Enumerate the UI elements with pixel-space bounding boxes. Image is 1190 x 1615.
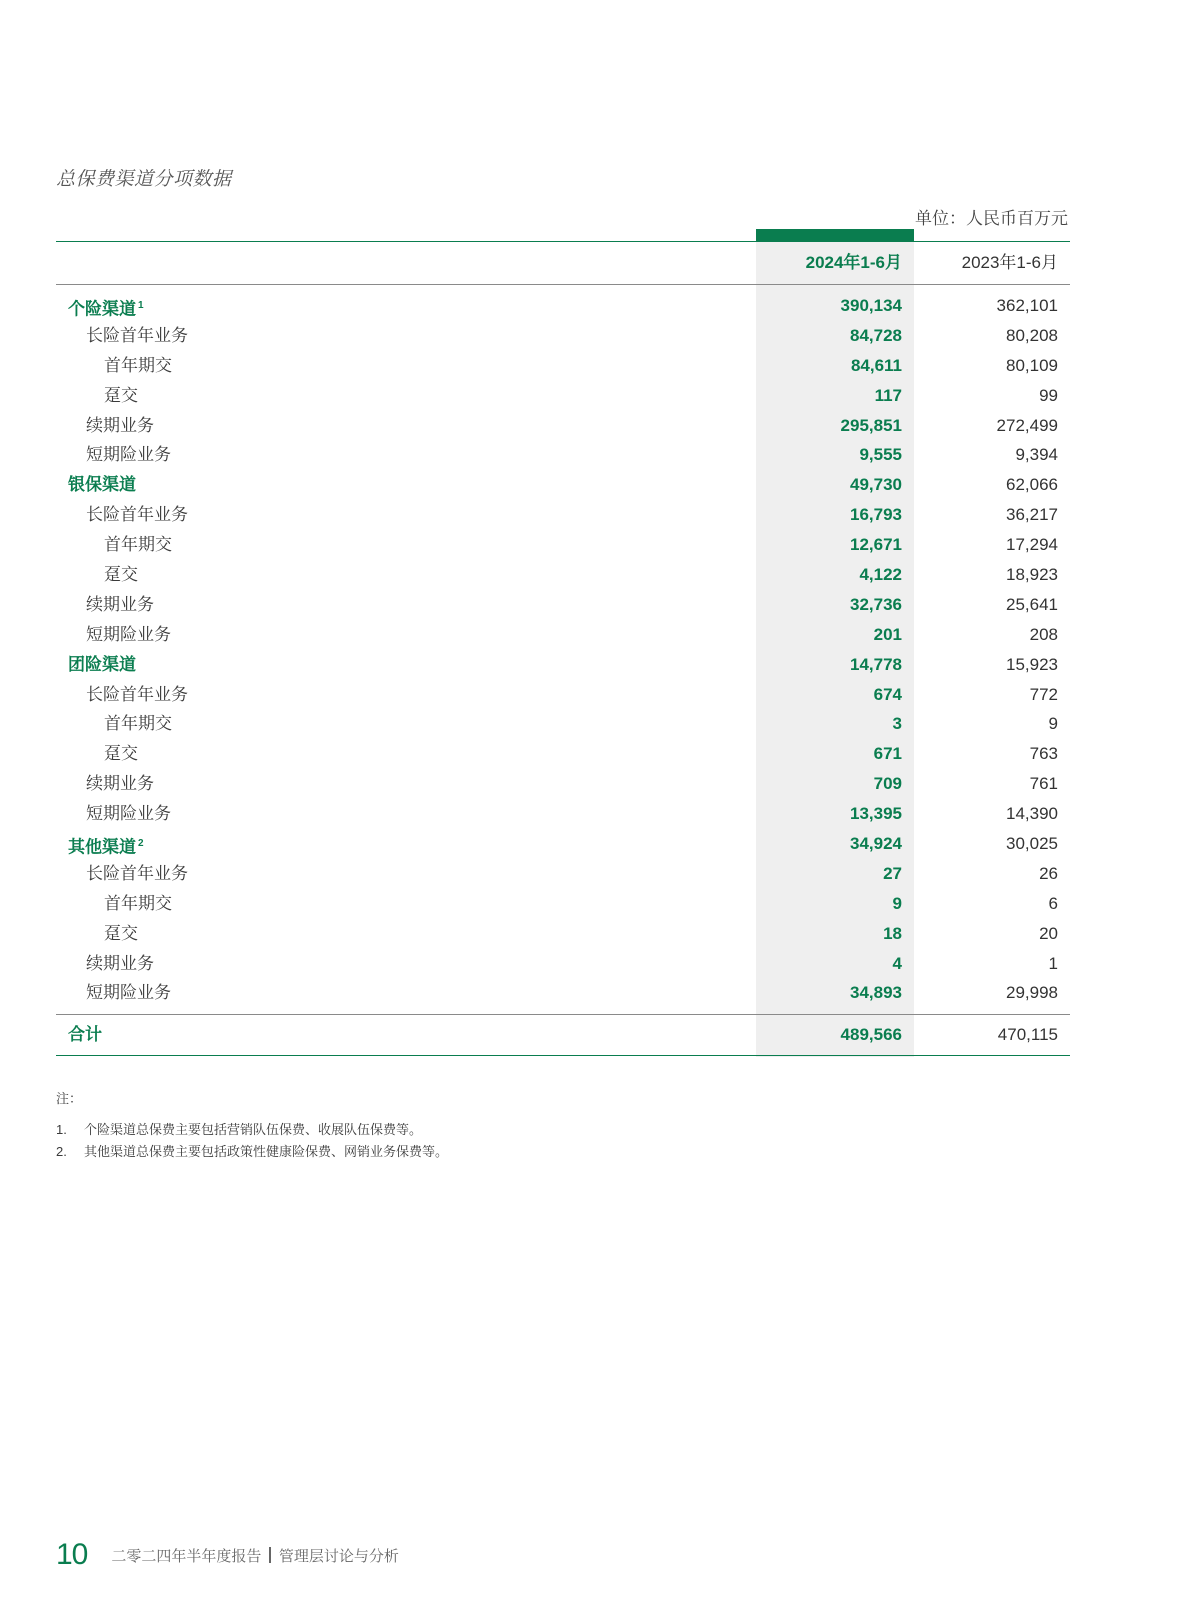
- premium-channel-table: [56, 241, 1070, 1056]
- row-current-value: 9,555: [859, 445, 902, 465]
- row-label: 首年期交: [104, 714, 172, 734]
- row-label: 首年期交: [104, 893, 172, 913]
- row-label: 其他渠道 $^2$: [68, 837, 144, 857]
- table-row: [56, 799, 1070, 829]
- total-current-value: 489,566: [840, 1025, 902, 1045]
- row-current-value: 14,778: [850, 654, 902, 674]
- row-current-value: 295,851: [840, 415, 902, 435]
- table-row: [56, 859, 1070, 889]
- table-row: [56, 351, 1070, 381]
- table-row: [56, 530, 1070, 560]
- table-row: [56, 769, 1070, 799]
- row-label: 长险首年业务: [86, 863, 188, 883]
- row-label: 续期业务: [86, 415, 154, 435]
- note-number: 2.: [56, 1144, 67, 1159]
- table-row: [56, 709, 1070, 739]
- table-row: [56, 500, 1070, 530]
- row-current-value: 3: [892, 714, 902, 734]
- section-title: 总保费渠道分项数据: [56, 169, 232, 190]
- row-previous-value: 272,499: [996, 415, 1058, 435]
- total-label: 合计: [68, 1025, 102, 1045]
- row-current-value: 32,736: [850, 594, 902, 614]
- row-current-value: 34,924: [850, 834, 902, 854]
- row-label: 首年期交: [104, 355, 172, 375]
- row-previous-value: 9: [1048, 714, 1058, 734]
- row-previous-value: 6: [1048, 893, 1058, 913]
- row-label: 趸交: [104, 923, 138, 943]
- row-label: 短期险业务: [86, 445, 171, 465]
- row-current-value: 671: [873, 744, 902, 764]
- footer-separator: [269, 1547, 271, 1563]
- row-current-value: 674: [873, 684, 902, 704]
- row-previous-value: 763: [1029, 744, 1058, 764]
- table-row: [56, 919, 1070, 949]
- note-item: [56, 1141, 448, 1163]
- row-label: 银保渠道: [68, 475, 136, 495]
- row-current-value: 12,671: [850, 535, 902, 555]
- table-row: [56, 949, 1070, 979]
- row-previous-value: 36,217: [1006, 505, 1058, 525]
- table-header-row: [56, 242, 1070, 285]
- row-label: 长险首年业务: [86, 325, 188, 345]
- table-row: [56, 739, 1070, 769]
- table-row: [56, 978, 1070, 1008]
- table-row: [56, 889, 1070, 919]
- row-previous-value: 772: [1029, 684, 1058, 704]
- total-previous-value: 470,115: [997, 1025, 1058, 1045]
- footer-report-title: 二零二四年半年度报告: [111, 1547, 262, 1565]
- row-previous-value: 14,390: [1006, 804, 1058, 824]
- table-body: [56, 285, 1070, 1008]
- row-label: 趸交: [104, 744, 138, 764]
- row-label: 个险渠道 $^1$: [68, 299, 144, 319]
- total-row: [56, 1014, 1070, 1056]
- note-text: 个险渠道总保费主要包括营销队伍保费、收展队伍保费等。: [84, 1122, 423, 1137]
- table-row: [56, 620, 1070, 650]
- note-text: 其他渠道总保费主要包括政策性健康险保费、网销业务保费等。: [84, 1144, 449, 1159]
- row-label: 长险首年业务: [86, 684, 188, 704]
- row-previous-value: 9,394: [1015, 445, 1058, 465]
- footnote-marker: 2: [138, 838, 144, 850]
- notes-title: 注：: [56, 1091, 83, 1106]
- row-current-value: 16,793: [850, 505, 902, 525]
- row-previous-value: 1: [1048, 953, 1058, 973]
- row-label: 短期险业务: [86, 983, 171, 1003]
- row-label: 短期险业务: [86, 804, 171, 824]
- row-current-value: 84,728: [850, 325, 902, 345]
- row-previous-value: 208: [1029, 624, 1058, 644]
- row-label: 首年期交: [104, 535, 172, 555]
- table-row: [56, 381, 1070, 411]
- row-current-value: 49,730: [850, 475, 902, 495]
- row-previous-value: 80,109: [1006, 355, 1058, 375]
- row-current-value: 4: [892, 953, 902, 973]
- row-current-value: 9: [892, 893, 902, 913]
- row-current-value: 18: [883, 923, 902, 943]
- row-previous-value: 80,208: [1006, 325, 1058, 345]
- row-label: 趸交: [104, 385, 138, 405]
- page-number: 10: [56, 1538, 88, 1571]
- row-current-value: 4,122: [859, 565, 902, 585]
- row-previous-value: 29,998: [1006, 983, 1058, 1003]
- row-label: 团险渠道: [68, 654, 136, 674]
- row-previous-value: 99: [1039, 385, 1058, 405]
- row-current-value: 27: [883, 863, 902, 883]
- row-label: 续期业务: [86, 953, 154, 973]
- row-previous-value: 17,294: [1006, 535, 1058, 555]
- row-current-value: 390,134: [840, 296, 902, 315]
- row-previous-value: 18,923: [1006, 565, 1058, 585]
- row-label: 续期业务: [86, 774, 154, 794]
- table-row: [56, 650, 1070, 680]
- table-row: [56, 590, 1070, 620]
- table-row: [56, 411, 1070, 441]
- row-previous-value: 30,025: [1006, 834, 1058, 854]
- footer-section-name: 管理层讨论与分析: [278, 1547, 399, 1565]
- row-label: 趸交: [104, 565, 138, 585]
- table-row: [56, 560, 1070, 590]
- notes-section: [56, 1088, 448, 1163]
- footnote-marker: 1: [138, 300, 144, 311]
- row-previous-value: 15,923: [1006, 654, 1058, 674]
- table-row: [56, 291, 1070, 321]
- row-label: 续期业务: [86, 594, 154, 614]
- note-number: 1.: [56, 1122, 67, 1137]
- row-label: 长险首年业务: [86, 505, 188, 525]
- table-row: [56, 680, 1070, 710]
- unit-label: 单位：人民币百万元: [915, 209, 1068, 228]
- row-current-value: 709: [873, 774, 902, 794]
- row-label: 短期险业务: [86, 624, 171, 644]
- row-previous-value: 20: [1039, 923, 1058, 943]
- row-current-value: 34,893: [850, 983, 902, 1003]
- row-current-value: 13,395: [850, 804, 902, 824]
- row-previous-value: 761: [1029, 774, 1058, 794]
- table-row: [56, 440, 1070, 470]
- page-footer: [56, 1535, 399, 1575]
- header-previous-period: 2023年1-6月: [961, 253, 1058, 272]
- header-current-period: 2024年1-6月: [805, 253, 902, 272]
- row-current-value: 201: [873, 624, 902, 644]
- table-row: [56, 829, 1070, 859]
- row-previous-value: 26: [1039, 863, 1058, 883]
- row-previous-value: 362,101: [996, 296, 1058, 315]
- row-current-value: 117: [874, 385, 902, 405]
- row-previous-value: 62,066: [1006, 475, 1058, 495]
- row-current-value: 84,611: [850, 355, 902, 375]
- note-item: [56, 1119, 448, 1141]
- row-previous-value: 25,641: [1006, 594, 1058, 614]
- table-row: [56, 321, 1070, 351]
- table-row: [56, 470, 1070, 500]
